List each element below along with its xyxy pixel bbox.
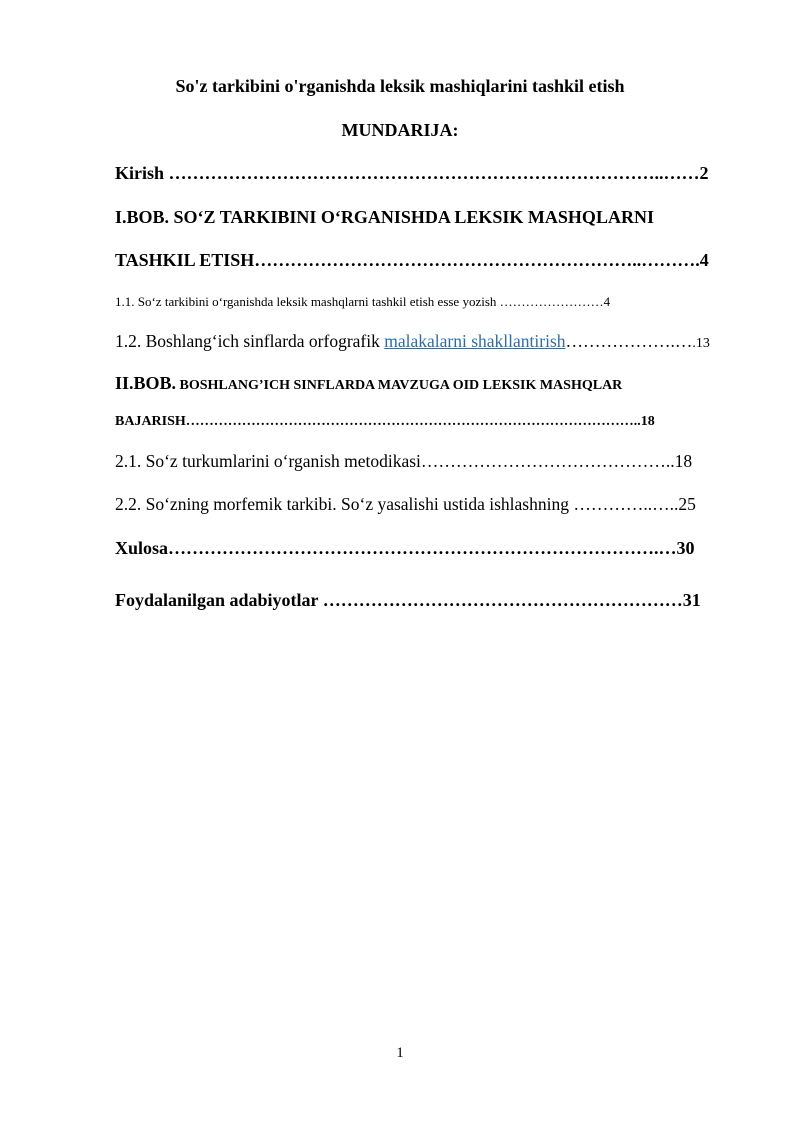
toc-entry-bob2-line2[interactable]: BAJARISH……………………………………………………………………………………..18 [115,414,655,429]
toc-entry-bob2-prefix: II.BOB. [115,373,177,393]
toc-entry-1-2-page: .13 [692,336,710,351]
toc-entry-bob2-title: BOSHLANG’ICH SINFLARDA MAVZUGA OID LEKSIK MASHQLAR [176,378,623,393]
toc-entry-1-1[interactable]: 1.1. So‘z tarkibini o‘rganishda leksik mashqlarni tashkil etish esse yozish ……………………4 [115,294,611,309]
toc-entry-2-2[interactable]: 2.2. So‘zning morfemik tarkibi. So‘z yasalishi ustida ishlashning …………..…..25 [115,494,696,514]
toc-entry-1-2-dots: ……………….… [565,331,693,351]
toc-entry-1-2[interactable] [115,331,710,352]
page-number: 1 [396,1045,404,1061]
toc-heading: MUNDARIJA: [341,120,459,140]
toc-entry-bob1-line2[interactable]: TASHKIL ETISH………………………………………………………..……….4 [115,250,709,270]
toc-entry-bob1-line1[interactable]: I.BOB. SO‘Z TARKIBINI O‘RGANISHDA LEKSIK MASHQLARNI [115,207,654,227]
toc-entry-1-2-link[interactable]: malakalarni shakllantirish [384,331,566,351]
toc-entry-adabiyotlar[interactable]: Foydalanilgan adabiyotlar ……………………………………………………31 [115,590,701,610]
document-title: So'z tarkibini o'rganishda leksik mashiqlarini tashkil etish [175,76,625,96]
toc-entry-kirish[interactable]: Kirish ………………………………………………………………………..……2 [115,163,709,183]
toc-entry-2-1[interactable]: 2.1. So‘z turkumlarini o‘rganish metodikasi……………………………………..18 [115,451,693,471]
toc-entry-1-2-text: 1.2. Boshlang‘ich sinflarda orfografik [115,331,385,351]
toc-entry-xulosa[interactable]: Xulosa……………………………………………………………………….…30 [115,538,695,558]
toc-entry-bob2-line1[interactable] [115,373,622,394]
